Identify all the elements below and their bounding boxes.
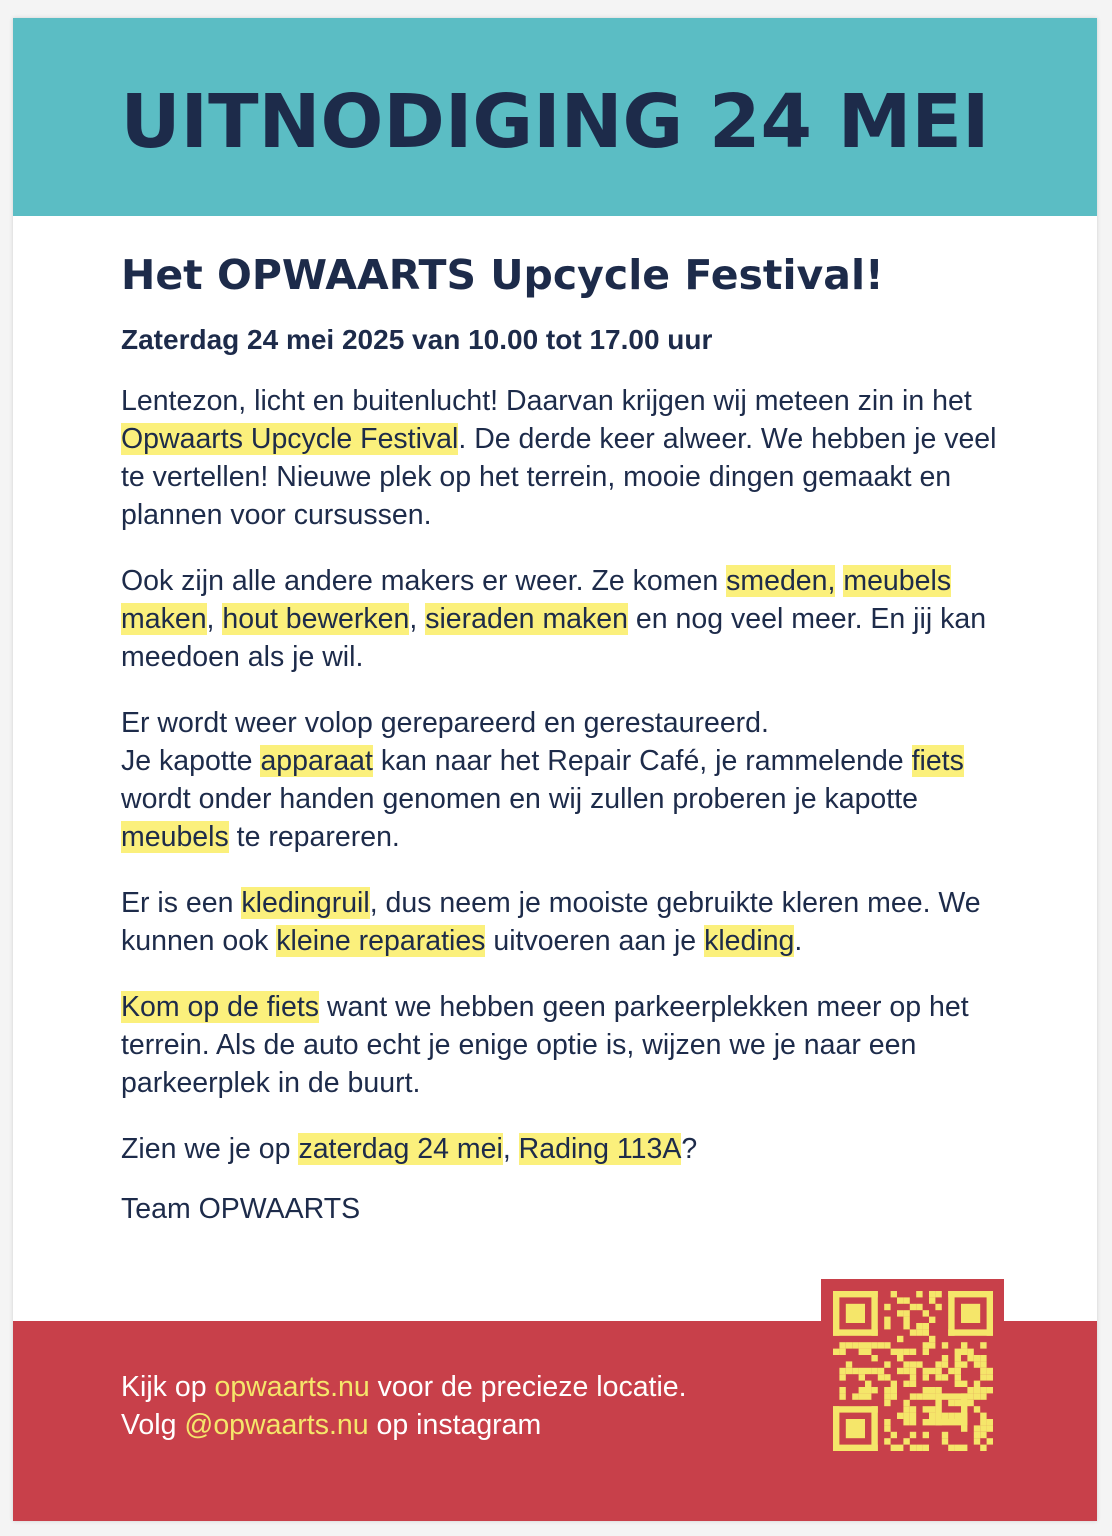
text: wordt onder handen genomen en wij zullen proberen je kapotte <box>121 783 918 815</box>
text: en nog veel meer. En jij kan meedoen als je wil. <box>121 603 987 673</box>
event-date-time: Zaterdag 24 mei 2025 van 10.00 tot 17.00 uur <box>121 324 713 355</box>
text: Volg <box>121 1409 185 1441</box>
highlight: meubels maken <box>121 565 952 635</box>
text: te repareren. <box>228 821 400 853</box>
qr-code-icon[interactable] <box>821 1279 1004 1462</box>
highlight: Rading 113A <box>518 1133 682 1165</box>
text: , <box>206 603 223 635</box>
text: Je kapotte <box>121 745 261 777</box>
text: op instagram <box>368 1409 542 1441</box>
highlight: hout bewerken <box>222 603 410 635</box>
text: Ook zijn alle andere makers er weer. Ze komen <box>121 565 727 597</box>
instagram-link[interactable]: @opwaarts.nu <box>184 1409 369 1441</box>
text: . De derde keer alweer. We hebben je veel te vertellen! Nieuwe plek op het terrein, mooie dingen gemaakt en plannen voor cursussen. <box>121 423 997 531</box>
text: . <box>794 925 803 957</box>
highlight: zaterdag 24 mei <box>298 1133 503 1165</box>
highlight: Opwaarts Upcycle Festival <box>121 423 459 455</box>
paragraph-repair <box>121 704 1021 856</box>
text: , <box>409 603 426 635</box>
highlight: kledingruil <box>241 887 370 919</box>
text: Er wordt weer volop gerepareerd en gerestaureerd. <box>121 707 769 739</box>
text: voor de precieze locatie. <box>369 1371 687 1403</box>
signoff: Team OPWAARTS <box>121 1193 361 1225</box>
highlight: meubels <box>121 821 229 853</box>
qr-code-graphic <box>821 1279 1004 1462</box>
highlight: kleine reparaties <box>276 925 486 957</box>
text: Kijk op <box>121 1371 215 1403</box>
main-content <box>121 246 1021 1228</box>
page-title: UITNODIGING 24 MEI <box>120 79 990 165</box>
text: , dus neem je mooiste gebruikte kleren mee. We kunnen ook <box>121 887 981 957</box>
event-subtitle: Het OPWAARTS Upcycle Festival! <box>121 251 884 299</box>
invitation-flyer <box>13 18 1097 1521</box>
text: want we hebben geen parkeerplekken meer op het terrein. Als de auto echt je enige optie is, wijzen we je naar een parkeerplek in de buurt. <box>121 991 969 1099</box>
highlight: kleding <box>704 925 795 957</box>
text: Er is een <box>121 887 242 919</box>
text: kan naar het Repair Café, je rammelende <box>372 745 912 777</box>
paragraph-clothing <box>121 884 1021 960</box>
paragraph-parking <box>121 988 1021 1102</box>
footer-text <box>121 1368 687 1444</box>
paragraph-makers <box>121 562 1021 676</box>
website-link[interactable]: opwaarts.nu <box>214 1371 370 1403</box>
highlight: fiets <box>911 745 964 777</box>
paragraph-intro <box>121 382 1021 534</box>
text: Zien we je op <box>121 1133 299 1165</box>
highlight: Kom op de fiets <box>121 991 320 1023</box>
text: ? <box>681 1133 698 1165</box>
highlight: apparaat <box>260 745 373 777</box>
highlight: smeden, <box>726 565 836 597</box>
highlight: sieraden maken <box>425 603 628 635</box>
paragraph-closing <box>121 1130 1021 1168</box>
text: Lentezon, licht en buitenlucht! Daarvan krijgen wij meteen zin in het <box>121 385 972 417</box>
text: , <box>502 1133 519 1165</box>
text: uitvoeren aan je <box>485 925 705 957</box>
